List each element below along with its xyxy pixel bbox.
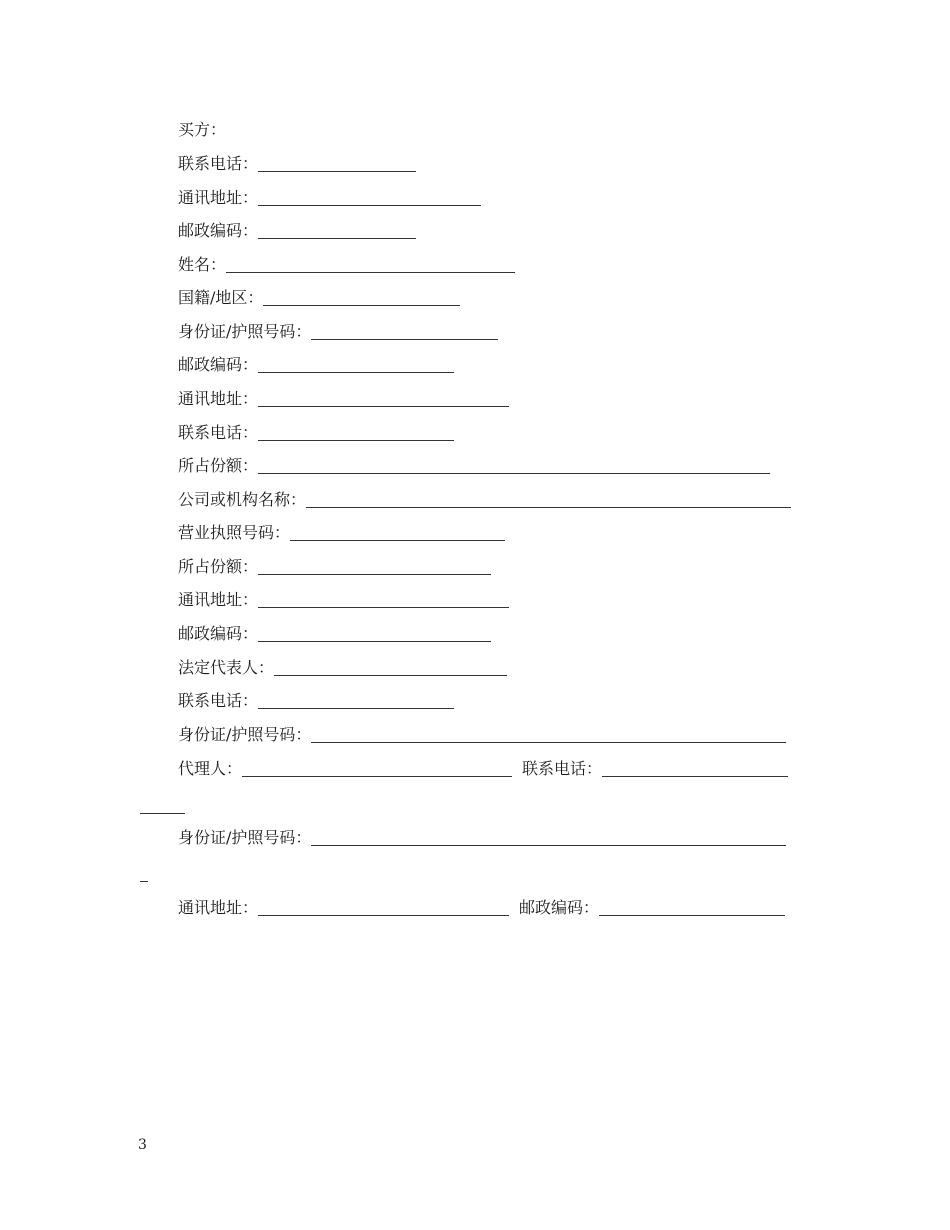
field-label: 营业执照号码：: [178, 523, 291, 542]
fill-blank[interactable]: [258, 420, 454, 441]
fill-blank[interactable]: [258, 218, 416, 239]
page-number: 3: [138, 1137, 147, 1153]
form-field: [178, 420, 454, 446]
agent-id-blank[interactable]: [311, 825, 786, 846]
form-field: [178, 285, 460, 311]
field-label: 身份证/护照号码：: [178, 322, 312, 341]
form-field: [178, 554, 491, 580]
form-field: [178, 587, 509, 613]
fill-blank[interactable]: [258, 587, 509, 608]
fill-blank[interactable]: [258, 554, 491, 575]
field-label: 通讯地址：: [178, 389, 259, 408]
agent-phone-blank-continuation: [140, 812, 185, 814]
field-label: 国籍/地区：: [178, 288, 264, 307]
agent-postcode-blank[interactable]: [599, 895, 785, 916]
field-label: 姓名：: [178, 255, 227, 274]
form-field: [178, 319, 498, 345]
fill-blank[interactable]: [258, 386, 509, 407]
agent-label: 代理人：: [178, 759, 243, 778]
fill-blank[interactable]: [311, 319, 498, 340]
fill-blank[interactable]: [274, 655, 507, 676]
agent-row: [178, 756, 788, 782]
form-field: [178, 487, 791, 513]
fill-blank[interactable]: [290, 520, 505, 541]
agent-phone-blank[interactable]: [602, 756, 788, 777]
field-label: 所占份额：: [178, 456, 259, 475]
field-label: 所占份额：: [178, 557, 259, 576]
agent-name-blank[interactable]: [242, 756, 512, 777]
form-field: [178, 218, 416, 244]
form-field: [178, 621, 491, 647]
fill-blank[interactable]: [311, 722, 786, 743]
field-label: 联系电话：: [178, 423, 259, 442]
form-field: [178, 722, 786, 748]
agent-address-row: [178, 895, 785, 921]
field-label: 法定代表人：: [178, 658, 275, 677]
field-label: 公司或机构名称：: [178, 490, 307, 509]
agent-phone-label: 联系电话：: [522, 759, 603, 778]
field-label: 通讯地址：: [178, 590, 259, 609]
buyer-heading: [178, 117, 226, 143]
form-field: [178, 185, 481, 211]
agent-id-blank-continuation: [140, 880, 148, 882]
form-field: [178, 520, 505, 546]
agent-postcode-label: 邮政编码：: [519, 898, 600, 917]
form-field: [178, 655, 507, 681]
agent-id-label: 身份证/护照号码：: [178, 828, 312, 847]
fill-blank[interactable]: [258, 621, 491, 642]
form-field: [178, 252, 515, 278]
buyer-heading-label: 买方：: [178, 120, 227, 139]
field-label: 身份证/护照号码：: [178, 725, 312, 744]
fill-blank[interactable]: [258, 453, 770, 474]
agent-address-label: 通讯地址：: [178, 898, 259, 917]
agent-id-row: [178, 825, 786, 851]
fill-blank[interactable]: [258, 185, 481, 206]
fill-blank[interactable]: [258, 688, 454, 709]
field-label: 邮政编码：: [178, 355, 259, 374]
form-field: [178, 453, 770, 479]
form-field: [178, 352, 454, 378]
fill-blank[interactable]: [258, 352, 454, 373]
field-label: 联系电话：: [178, 154, 259, 173]
field-label: 邮政编码：: [178, 221, 259, 240]
field-label: 通讯地址：: [178, 188, 259, 207]
fill-blank[interactable]: [226, 252, 515, 273]
fill-blank[interactable]: [306, 487, 791, 508]
field-label: 邮政编码：: [178, 624, 259, 643]
agent-address-blank[interactable]: [258, 895, 509, 916]
fill-blank[interactable]: [258, 151, 416, 172]
form-field: [178, 386, 509, 412]
field-label: 联系电话：: [178, 691, 259, 710]
fill-blank[interactable]: [263, 285, 460, 306]
form-field: [178, 688, 454, 714]
form-field: [178, 151, 416, 177]
